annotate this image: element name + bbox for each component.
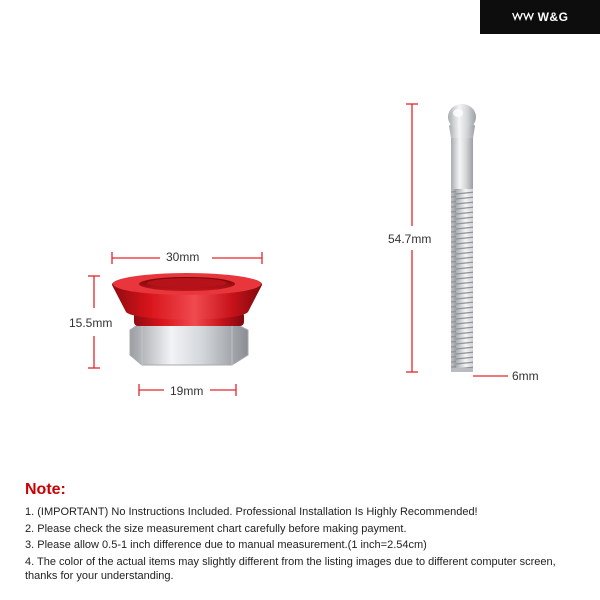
pin-length-label: 54.7mm: [388, 232, 432, 246]
hex-nut: [130, 322, 248, 365]
height-label: 15.5mm: [69, 316, 113, 330]
steel-pin: [448, 104, 476, 372]
note-item: 3. Please allow 0.5-1 inch difference due to manual measurement.(1 inch=2.54cm): [25, 539, 427, 551]
base-diameter-label: 19mm: [170, 384, 204, 398]
note-item: 2. Please check the size measurement chart carefully before making payment.: [25, 522, 407, 535]
top-diameter-label: 30mm: [166, 250, 200, 264]
red-button-cap: [112, 273, 262, 326]
note-item: 4. The color of the actual items may slightly different from the listing images due to different computer screen, thanks for your understanding.: [25, 555, 556, 582]
note-item: 1. (IMPORTANT) No Instructions Included. Professional Installation Is Highly Recommended!: [25, 506, 478, 518]
note-section: [25, 481, 585, 586]
brand-name: W&G: [537, 10, 569, 24]
pin-diameter-label: 6mm: [512, 369, 539, 383]
note-title: Note:: [25, 481, 66, 498]
note-list: [25, 505, 585, 584]
